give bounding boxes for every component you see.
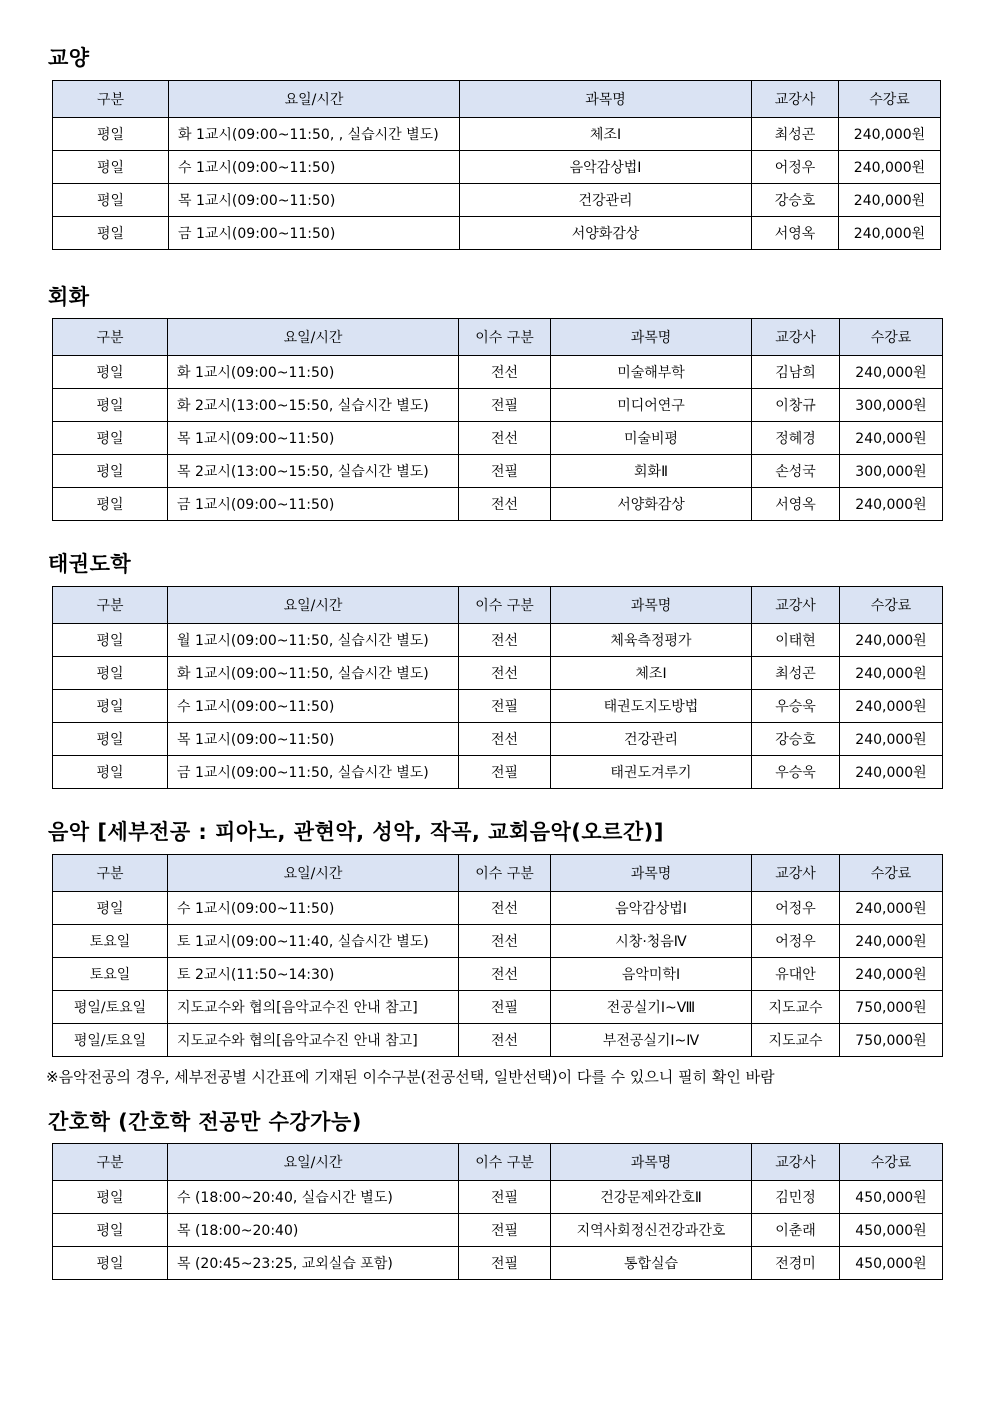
cell-instructor: 서영옥 — [752, 488, 840, 521]
cell-fee: 240,000원 — [839, 118, 941, 151]
section-title: 태권도학 — [48, 552, 132, 576]
table-header-row — [53, 1144, 943, 1181]
cell-course: 건강관리 — [460, 184, 752, 217]
cell-schedule: 목 (20:45~23:25, 교외실습 포함) — [168, 1247, 459, 1280]
cell-category: 평일 — [53, 1247, 168, 1280]
cell-instructor: 우승욱 — [752, 756, 840, 789]
course-table — [52, 586, 943, 789]
cell-schedule: 지도교수와 협의[음악교수진 안내 참고] — [168, 991, 459, 1024]
cell-schedule: 금 1교시(09:00~11:50) — [168, 488, 459, 521]
cell-schedule: 화 1교시(09:00~11:50) — [168, 356, 459, 389]
cell-course: 체육측정평가 — [551, 624, 752, 657]
cell-schedule: 목 1교시(09:00~11:50) — [169, 184, 460, 217]
cell-instructor: 김남희 — [752, 356, 840, 389]
table-row — [53, 690, 943, 723]
header-completion-type: 이수 구분 — [459, 1144, 551, 1181]
cell-instructor: 정혜경 — [752, 422, 840, 455]
cell-course: 회화Ⅱ — [551, 455, 752, 488]
cell-fee: 240,000원 — [840, 690, 943, 723]
cell-category: 평일 — [53, 892, 168, 925]
cell-course: 미술비평 — [551, 422, 752, 455]
cell-course: 태권도지도방법 — [551, 690, 752, 723]
header-fee: 수강료 — [840, 1144, 943, 1181]
cell-category: 평일 — [53, 455, 168, 488]
cell-category: 평일 — [53, 488, 168, 521]
header-instructor: 교강사 — [752, 319, 840, 356]
header-fee: 수강료 — [840, 587, 943, 624]
cell-fee: 300,000원 — [840, 455, 943, 488]
cell-completion-type: 전필 — [459, 389, 551, 422]
cell-category: 평일 — [53, 1181, 168, 1214]
cell-instructor: 우승욱 — [752, 690, 840, 723]
table-row — [53, 723, 943, 756]
cell-category: 평일 — [53, 184, 169, 217]
cell-instructor: 어정우 — [752, 925, 840, 958]
cell-category: 평일 — [53, 389, 168, 422]
cell-fee: 750,000원 — [840, 1024, 943, 1057]
cell-completion-type: 전선 — [459, 892, 551, 925]
cell-schedule: 지도교수와 협의[음악교수진 안내 참고] — [168, 1024, 459, 1057]
cell-instructor: 최성곤 — [752, 118, 839, 151]
course-table — [52, 80, 941, 250]
cell-category: 평일 — [53, 690, 168, 723]
header-fee: 수강료 — [840, 319, 943, 356]
cell-course: 음악감상법Ⅰ — [551, 892, 752, 925]
course-table — [52, 854, 943, 1057]
table-row — [53, 389, 943, 422]
course-table — [52, 318, 943, 521]
section-title: 회화 — [48, 285, 90, 309]
cell-completion-type: 전필 — [459, 991, 551, 1024]
cell-fee: 240,000원 — [840, 624, 943, 657]
cell-schedule: 목 2교시(13:00~15:50, 실습시간 별도) — [168, 455, 459, 488]
table-row — [53, 217, 941, 250]
cell-category: 평일 — [53, 217, 169, 250]
cell-category: 평일 — [53, 657, 168, 690]
table-row — [53, 1247, 943, 1280]
cell-course: 서양화감상 — [460, 217, 752, 250]
header-category: 구분 — [53, 319, 168, 356]
cell-fee: 240,000원 — [839, 184, 941, 217]
cell-instructor: 유대안 — [752, 958, 840, 991]
table-row — [53, 356, 943, 389]
cell-schedule: 화 1교시(09:00~11:50, 실습시간 별도) — [168, 657, 459, 690]
cell-category: 평일/토요일 — [53, 1024, 168, 1057]
cell-course: 시창·청음Ⅳ — [551, 925, 752, 958]
cell-completion-type: 전필 — [459, 690, 551, 723]
cell-completion-type: 전필 — [459, 1181, 551, 1214]
table-header-row — [53, 81, 941, 118]
cell-instructor: 이창규 — [752, 389, 840, 422]
header-course: 과목명 — [460, 81, 752, 118]
header-category: 구분 — [53, 587, 168, 624]
cell-completion-type: 전선 — [459, 356, 551, 389]
table-row — [53, 657, 943, 690]
cell-completion-type: 전선 — [459, 1024, 551, 1057]
cell-schedule: 수 (18:00~20:40, 실습시간 별도) — [168, 1181, 459, 1214]
section-title: 간호학 (간호학 전공만 수강가능) — [48, 1110, 362, 1134]
cell-instructor: 최성곤 — [752, 657, 840, 690]
cell-category: 평일 — [53, 151, 169, 184]
cell-fee: 240,000원 — [840, 958, 943, 991]
cell-course: 태권도겨루기 — [551, 756, 752, 789]
table-row — [53, 1181, 943, 1214]
cell-fee: 750,000원 — [840, 991, 943, 1024]
header-category: 구분 — [53, 81, 169, 118]
table-row — [53, 184, 941, 217]
cell-fee: 450,000원 — [840, 1181, 943, 1214]
table-row — [53, 118, 941, 151]
table-row — [53, 1024, 943, 1057]
table-row — [53, 624, 943, 657]
cell-instructor: 이태현 — [752, 624, 840, 657]
cell-category: 토요일 — [53, 925, 168, 958]
cell-completion-type: 전선 — [459, 723, 551, 756]
cell-course: 부전공실기Ⅰ~Ⅳ — [551, 1024, 752, 1057]
cell-fee: 240,000원 — [840, 925, 943, 958]
header-schedule: 요일/시간 — [169, 81, 460, 118]
table-row — [53, 455, 943, 488]
cell-fee: 240,000원 — [840, 756, 943, 789]
cell-category: 평일/토요일 — [53, 991, 168, 1024]
cell-fee: 240,000원 — [839, 151, 941, 184]
cell-course: 체조Ⅰ — [551, 657, 752, 690]
header-completion-type: 이수 구분 — [459, 587, 551, 624]
cell-instructor: 이춘래 — [752, 1214, 840, 1247]
cell-fee: 240,000원 — [840, 892, 943, 925]
cell-instructor: 지도교수 — [752, 991, 840, 1024]
cell-instructor: 서영옥 — [752, 217, 839, 250]
cell-course: 건강문제와간호Ⅱ — [551, 1181, 752, 1214]
cell-schedule: 월 1교시(09:00~11:50, 실습시간 별도) — [168, 624, 459, 657]
table-header-row — [53, 587, 943, 624]
cell-schedule: 토 2교시(11:50~14:30) — [168, 958, 459, 991]
cell-course: 음악미학Ⅰ — [551, 958, 752, 991]
cell-fee: 240,000원 — [840, 422, 943, 455]
cell-fee: 240,000원 — [840, 723, 943, 756]
cell-schedule: 수 1교시(09:00~11:50) — [169, 151, 460, 184]
cell-schedule: 토 1교시(09:00~11:40, 실습시간 별도) — [168, 925, 459, 958]
cell-course: 미디어연구 — [551, 389, 752, 422]
section-title: 음악 [세부전공 : 피아노, 관현악, 성악, 작곡, 교회음악(오르간)] — [48, 820, 664, 844]
cell-schedule: 금 1교시(09:00~11:50) — [169, 217, 460, 250]
header-schedule: 요일/시간 — [168, 319, 459, 356]
header-fee: 수강료 — [839, 81, 941, 118]
cell-schedule: 목 1교시(09:00~11:50) — [168, 422, 459, 455]
cell-category: 토요일 — [53, 958, 168, 991]
cell-category: 평일 — [53, 723, 168, 756]
header-course: 과목명 — [551, 1144, 752, 1181]
header-category: 구분 — [53, 1144, 168, 1181]
cell-completion-type: 전선 — [459, 624, 551, 657]
cell-course: 통합실습 — [551, 1247, 752, 1280]
cell-course: 체조Ⅰ — [460, 118, 752, 151]
cell-completion-type: 전선 — [459, 422, 551, 455]
cell-completion-type: 전필 — [459, 1247, 551, 1280]
cell-schedule: 목 1교시(09:00~11:50) — [168, 723, 459, 756]
cell-completion-type: 전선 — [459, 488, 551, 521]
header-schedule: 요일/시간 — [168, 855, 459, 892]
cell-instructor: 손성국 — [752, 455, 840, 488]
cell-completion-type: 전필 — [459, 455, 551, 488]
cell-instructor: 강승호 — [752, 723, 840, 756]
table-row — [53, 925, 943, 958]
table-row — [53, 1214, 943, 1247]
cell-instructor: 강승호 — [752, 184, 839, 217]
table-row — [53, 958, 943, 991]
cell-category: 평일 — [53, 356, 168, 389]
cell-fee: 240,000원 — [840, 488, 943, 521]
cell-course: 전공실기Ⅰ~Ⅷ — [551, 991, 752, 1024]
header-course: 과목명 — [551, 319, 752, 356]
cell-instructor: 김민정 — [752, 1181, 840, 1214]
cell-category: 평일 — [53, 1214, 168, 1247]
cell-fee: 450,000원 — [840, 1247, 943, 1280]
cell-fee: 240,000원 — [840, 356, 943, 389]
cell-completion-type: 전선 — [459, 958, 551, 991]
header-schedule: 요일/시간 — [168, 587, 459, 624]
cell-completion-type: 전선 — [459, 925, 551, 958]
music-note: ※음악전공의 경우, 세부전공별 시간표에 기재된 이수구분(전공선택, 일반선택)이 다를 수 있으니 필히 확인 바람 — [46, 1068, 775, 1086]
cell-course: 서양화감상 — [551, 488, 752, 521]
cell-instructor: 어정우 — [752, 892, 840, 925]
table-row — [53, 991, 943, 1024]
cell-instructor: 지도교수 — [752, 1024, 840, 1057]
cell-course: 음악감상법Ⅰ — [460, 151, 752, 184]
table-row — [53, 892, 943, 925]
header-fee: 수강료 — [840, 855, 943, 892]
table-header-row — [53, 855, 943, 892]
cell-course: 미술해부학 — [551, 356, 752, 389]
cell-schedule: 화 2교시(13:00~15:50, 실습시간 별도) — [168, 389, 459, 422]
header-instructor: 교강사 — [752, 855, 840, 892]
cell-fee: 300,000원 — [840, 389, 943, 422]
cell-category: 평일 — [53, 756, 168, 789]
table-row — [53, 151, 941, 184]
cell-schedule: 목 (18:00~20:40) — [168, 1214, 459, 1247]
table-row — [53, 422, 943, 455]
cell-category: 평일 — [53, 422, 168, 455]
section-title: 교양 — [48, 46, 90, 70]
header-instructor: 교강사 — [752, 587, 840, 624]
cell-schedule: 수 1교시(09:00~11:50) — [168, 892, 459, 925]
header-course: 과목명 — [551, 587, 752, 624]
cell-completion-type: 전선 — [459, 657, 551, 690]
cell-completion-type: 전필 — [459, 756, 551, 789]
header-course: 과목명 — [551, 855, 752, 892]
cell-schedule: 금 1교시(09:00~11:50, 실습시간 별도) — [168, 756, 459, 789]
table-header-row — [53, 319, 943, 356]
header-instructor: 교강사 — [752, 81, 839, 118]
course-table — [52, 1143, 943, 1280]
cell-schedule: 수 1교시(09:00~11:50) — [168, 690, 459, 723]
header-instructor: 교강사 — [752, 1144, 840, 1181]
cell-completion-type: 전필 — [459, 1214, 551, 1247]
table-row — [53, 756, 943, 789]
cell-fee: 450,000원 — [840, 1214, 943, 1247]
cell-instructor: 전경미 — [752, 1247, 840, 1280]
cell-schedule: 화 1교시(09:00~11:50, , 실습시간 별도) — [169, 118, 460, 151]
table-row — [53, 488, 943, 521]
cell-fee: 240,000원 — [840, 657, 943, 690]
cell-category: 평일 — [53, 118, 169, 151]
header-completion-type: 이수 구분 — [459, 855, 551, 892]
cell-course: 지역사회정신건강과간호 — [551, 1214, 752, 1247]
cell-category: 평일 — [53, 624, 168, 657]
header-schedule: 요일/시간 — [168, 1144, 459, 1181]
cell-fee: 240,000원 — [839, 217, 941, 250]
cell-instructor: 어정우 — [752, 151, 839, 184]
header-category: 구분 — [53, 855, 168, 892]
cell-course: 건강관리 — [551, 723, 752, 756]
header-completion-type: 이수 구분 — [459, 319, 551, 356]
